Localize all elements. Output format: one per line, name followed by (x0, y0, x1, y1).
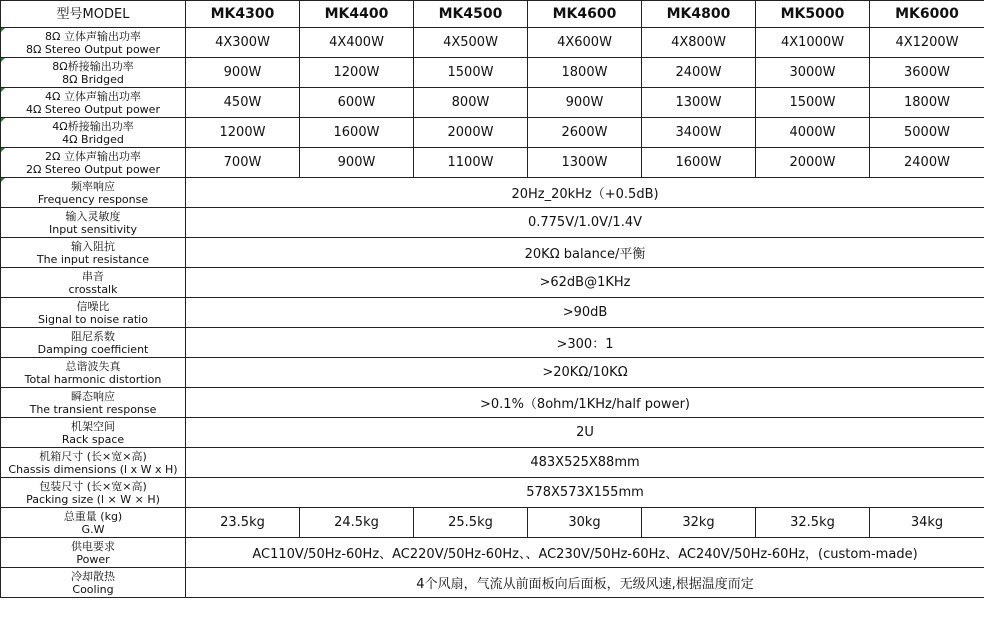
spec-label-en: Total harmonic distortion (24, 372, 162, 386)
spec-value: 32.5kg (756, 508, 870, 538)
spec-label-en: Chassis dimensions (l x W x H) (8, 462, 178, 476)
spec-value: 2400W (642, 58, 756, 88)
spec-value-merged: >62dB@1KHz (186, 268, 984, 298)
spec-label-cn: 输入灵敏度 (65, 209, 121, 223)
spec-row (1, 388, 984, 418)
spec-label (1, 328, 186, 358)
spec-label (1, 568, 186, 598)
spec-label-cn: 总谐波失真 (65, 359, 121, 373)
cell-marker-icon (1, 58, 5, 62)
spec-row (1, 358, 984, 388)
spec-label (1, 238, 186, 268)
spec-label-en: Packing size (l × W × H) (26, 492, 160, 506)
spec-value-merged: >20KΩ/10KΩ (186, 358, 984, 388)
spec-label-cn: 频率响应 (71, 179, 115, 193)
spec-label-en: G.W (81, 522, 105, 536)
spec-row (1, 28, 984, 58)
spec-label (1, 508, 186, 538)
spec-value: 700W (186, 148, 300, 178)
spec-row (1, 328, 984, 358)
spec-label (1, 88, 186, 118)
spec-value: 30kg (528, 508, 642, 538)
spec-value: 24.5kg (300, 508, 414, 538)
spec-value: 4X500W (414, 28, 528, 58)
spec-label (1, 148, 186, 178)
spec-value-merged: 20KΩ balance/平衡 (186, 238, 984, 268)
spec-value: 2400W (870, 148, 984, 178)
spec-label-cn: 信噪比 (76, 299, 110, 313)
spec-label (1, 358, 186, 388)
spec-value: 4X400W (300, 28, 414, 58)
spec-value: 4X1000W (756, 28, 870, 58)
spec-row (1, 478, 984, 508)
spec-label-cn: 冷却散热 (71, 569, 115, 583)
spec-label (1, 478, 186, 508)
spec-label (1, 58, 186, 88)
spec-label-cn: 2Ω 立体声输出功率 (45, 149, 141, 163)
spec-label-cn: 8Ω 立体声输出功率 (45, 29, 141, 43)
model-name: MK4600 (528, 1, 642, 28)
spec-value: 3400W (642, 118, 756, 148)
spec-label-en: 4Ω Stereo Output power (26, 102, 160, 116)
spec-label-cn: 机架空间 (71, 419, 115, 433)
spec-value-merged: 578X573X155mm (186, 478, 984, 508)
spec-label-en: Power (76, 552, 110, 566)
spec-label (1, 178, 186, 208)
spec-label (1, 448, 186, 478)
cell-marker-icon (1, 88, 5, 92)
spec-row (1, 178, 984, 208)
spec-label-cn: 机箱尺寸 (长×宽×高) (39, 449, 147, 463)
spec-value: 4X800W (642, 28, 756, 58)
spec-value: 23.5kg (186, 508, 300, 538)
spec-value: 1600W (300, 118, 414, 148)
spec-label (1, 28, 186, 58)
spec-value-merged: 20Hz_20kHz（+0.5dB) (186, 178, 984, 208)
spec-row (1, 268, 984, 298)
spec-value: 2600W (528, 118, 642, 148)
spec-row (1, 568, 984, 598)
spec-row (1, 508, 984, 538)
spec-label-cn: 包装尺寸 (长×宽×高) (39, 479, 147, 493)
spec-row (1, 208, 984, 238)
spec-value: 4X600W (528, 28, 642, 58)
spec-label-cn: 4Ω桥接输出功率 (52, 119, 134, 133)
model-name: MK6000 (870, 1, 984, 28)
spec-value: 800W (414, 88, 528, 118)
spec-label-cn: 瞬态响应 (71, 389, 115, 403)
model-name: MK5000 (756, 1, 870, 28)
spec-value: 900W (528, 88, 642, 118)
spec-value-merged: >300：1 (186, 328, 984, 358)
spec-label (1, 388, 186, 418)
spec-label-en: Rack space (61, 432, 125, 446)
spec-label-en: The transient response (29, 402, 157, 416)
spec-label-en: Signal to noise ratio (38, 312, 148, 326)
spec-label-en: Input sensitivity (49, 222, 137, 236)
cell-marker-icon (1, 178, 5, 182)
spec-value: 2000W (414, 118, 528, 148)
spec-value: 1800W (870, 88, 984, 118)
spec-value: 1100W (414, 148, 528, 178)
cell-marker-icon (1, 28, 5, 32)
spec-label (1, 418, 186, 448)
spec-label (1, 298, 186, 328)
spec-value-merged: AC110V/50Hz-60Hz、AC220V/50Hz-60Hz、、AC230V/50Hz-60Hz、AC240V/50Hz-60Hz，(custom-made) (186, 538, 984, 568)
spec-value: 32kg (642, 508, 756, 538)
spec-label-cn: 阻尼系数 (71, 329, 115, 343)
spec-row (1, 118, 984, 148)
spec-value-merged: 4个风扇，气流从前面板向后面板，无级风速,根据温度而定 (186, 568, 984, 598)
spec-label-cn: 供电要求 (71, 539, 115, 553)
model-name: MK4800 (642, 1, 756, 28)
spec-row (1, 58, 984, 88)
spec-value-merged: 2U (186, 418, 984, 448)
spec-label-cn: 4Ω 立体声输出功率 (45, 89, 141, 103)
spec-label (1, 118, 186, 148)
model-name: MK4400 (300, 1, 414, 28)
spec-label-en: 2Ω Stereo Output power (26, 162, 160, 176)
spec-label (1, 268, 186, 298)
spec-value: 1300W (642, 88, 756, 118)
spec-value-merged: 0.775V/1.0V/1.4V (186, 208, 984, 238)
spec-value: 3000W (756, 58, 870, 88)
spec-value: 1800W (528, 58, 642, 88)
spec-label-en: 4Ω Bridged (62, 132, 124, 146)
spec-row (1, 538, 984, 568)
spec-value: 34kg (870, 508, 984, 538)
spec-label-en: crosstalk (68, 282, 118, 296)
spec-value: 1500W (756, 88, 870, 118)
spec-row (1, 418, 984, 448)
spec-value: 4X1200W (870, 28, 984, 58)
spec-value: 600W (300, 88, 414, 118)
spec-value-merged: >0.1%（8ohm/1KHz/half power) (186, 388, 984, 418)
spec-value: 4X300W (186, 28, 300, 58)
cell-marker-icon (1, 118, 5, 122)
spec-label-en: Cooling (72, 582, 114, 596)
header-row (1, 1, 984, 28)
spec-value: 2000W (756, 148, 870, 178)
spec-value: 4000W (756, 118, 870, 148)
spec-row (1, 238, 984, 268)
spec-label-en: 8Ω Stereo Output power (26, 42, 160, 56)
spec-label-cn: 8Ω桥接输出功率 (52, 59, 134, 73)
spec-value: 1300W (528, 148, 642, 178)
spec-label-en: 8Ω Bridged (62, 72, 124, 86)
spec-label-en: Damping coefficient (37, 342, 149, 356)
model-name: MK4500 (414, 1, 528, 28)
spec-value-merged: >90dB (186, 298, 984, 328)
model-header-label: 型号MODEL (1, 1, 186, 28)
spec-label-en: Frequency response (37, 192, 149, 206)
spec-value: 900W (186, 58, 300, 88)
spec-label-cn: 输入阻抗 (71, 239, 115, 253)
spec-label (1, 538, 186, 568)
spec-row (1, 88, 984, 118)
spec-value: 1200W (300, 58, 414, 88)
spec-label-en: The input resistance (36, 252, 150, 266)
spec-label-cn: 总重量 (kg) (63, 509, 123, 523)
spec-value: 3600W (870, 58, 984, 88)
cell-marker-icon (1, 148, 5, 152)
spec-label (1, 208, 186, 238)
spec-row (1, 448, 984, 478)
spec-value: 1500W (414, 58, 528, 88)
spec-value: 1600W (642, 148, 756, 178)
spec-value-merged: 483X525X88mm (186, 448, 984, 478)
spec-value: 450W (186, 88, 300, 118)
spec-row (1, 148, 984, 178)
spec-value: 25.5kg (414, 508, 528, 538)
model-name: MK4300 (186, 1, 300, 28)
spec-value: 1200W (186, 118, 300, 148)
spec-value: 5000W (870, 118, 984, 148)
spec-label-cn: 串音 (82, 269, 104, 283)
spec-row (1, 298, 984, 328)
spec-value: 900W (300, 148, 414, 178)
